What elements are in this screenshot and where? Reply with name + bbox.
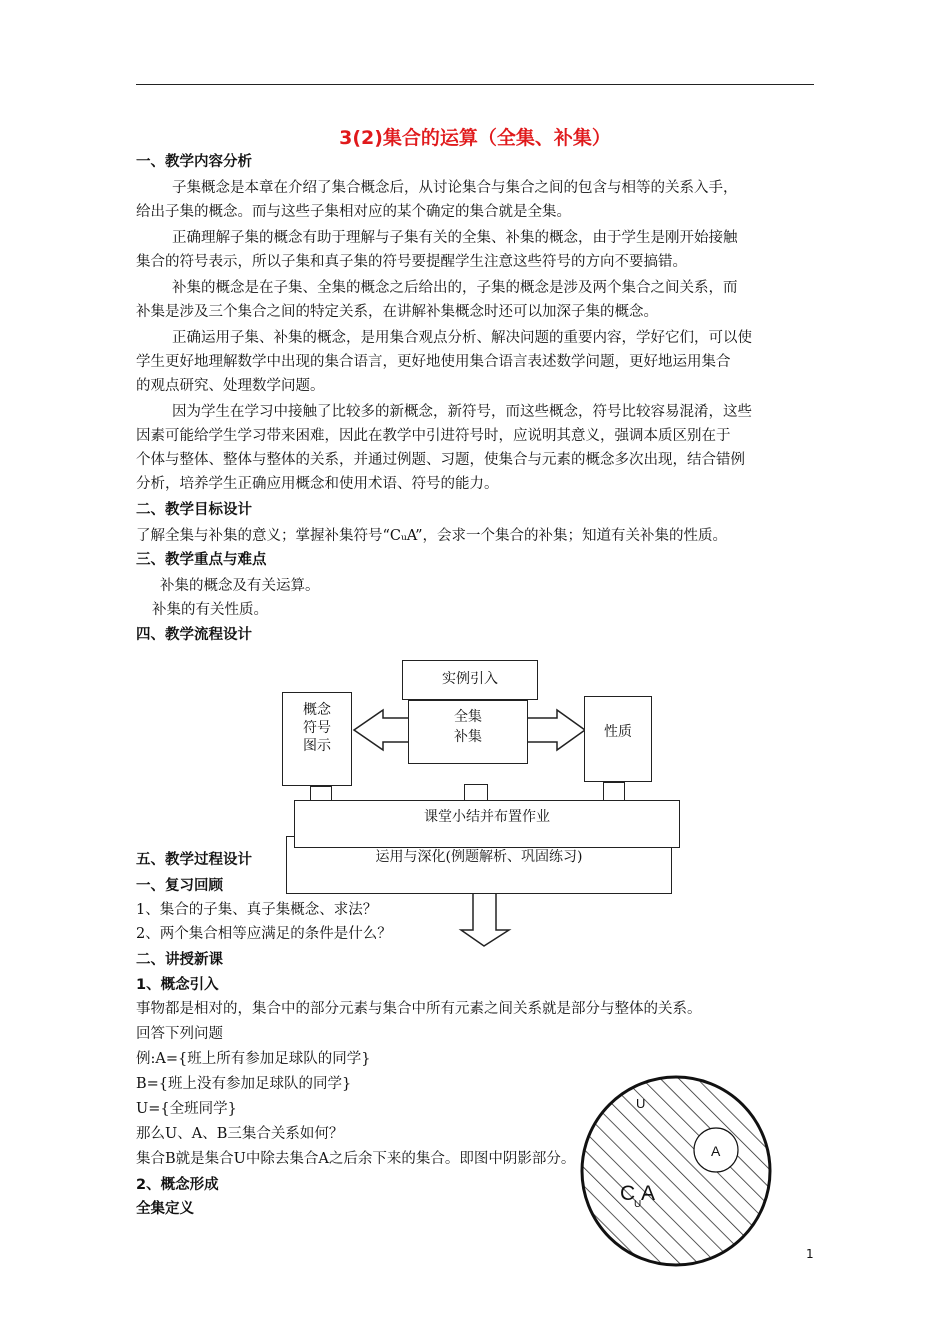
example-question: 那么U、A、B三集合关系如何？ xyxy=(136,1126,344,1142)
label-complement-c: C xyxy=(620,1182,636,1205)
lecture-paragraph: 回答下列问题 xyxy=(136,1026,223,1042)
flow-box-summary xyxy=(294,800,680,848)
flow-box-property xyxy=(584,696,652,782)
lecture-heading: 二、讲授新课 xyxy=(136,952,223,968)
label-complement-a: A xyxy=(641,1182,656,1205)
flow-box-intro xyxy=(402,660,538,700)
lecture-sub-heading: 2、概念形成 xyxy=(136,1177,219,1193)
section-5-heading: 五、教学过程设计 xyxy=(136,852,252,868)
lecture-sub-heading: 1、概念引入 xyxy=(136,977,219,993)
lecture-sub-heading: 全集定义 xyxy=(136,1201,194,1217)
paragraph-line: 补集是涉及三个集合之间的特定关系，在讲解补集概念时还可以加深子集的概念。 xyxy=(136,304,658,320)
flow-box-concept xyxy=(282,692,352,786)
label-complement-sub: U xyxy=(634,1199,642,1210)
example-line: U={全班同学} xyxy=(136,1101,237,1117)
section-1-heading: 一、教学内容分析 xyxy=(136,154,252,170)
label-u: U xyxy=(636,1096,646,1111)
paragraph-line: 学生更好地理解数学中出现的集合语言，更好地使用集合语言表述数学问题，更好地运用集合 xyxy=(136,354,731,370)
paragraph-line: 因为学生在学习中接触了比较多的新概念，新符号，而这些概念，符号比较容易混淆，这些 xyxy=(172,404,752,420)
label-a: A xyxy=(711,1143,721,1159)
example-answer: 集合B就是集合U中除去集合A之后余下来的集合。即图中阴影部分。 xyxy=(136,1151,576,1167)
flow-box-concept-line: 符号 xyxy=(303,720,331,736)
review-question: 1、集合的子集、真子集概念、求法？ xyxy=(136,902,378,918)
flow-box-intro-label: 实例引入 xyxy=(442,671,498,687)
flow-box-concept-line: 图示 xyxy=(303,738,331,754)
paragraph-line: 正确理解子集的概念有助于理解与子集有关的全集、补集的概念，由于学生是刚开始接触 xyxy=(172,230,738,246)
down-arrow xyxy=(461,893,509,946)
section-2-heading: 二、教学目标设计 xyxy=(136,502,252,518)
flow-box-property-label: 性质 xyxy=(604,724,632,740)
page-number: 1 xyxy=(806,1247,814,1261)
paragraph-line: 分析，培养学生正确应用概念和使用术语、符号的能力。 xyxy=(136,476,499,492)
section-4-heading: 四、教学流程设计 xyxy=(136,627,252,643)
flow-box-center xyxy=(408,700,528,764)
paragraph-line: 子集概念是本章在介绍了集合概念后，从讨论集合与集合之间的包含与相等的关系入手， xyxy=(172,180,738,196)
paragraph-line: 集合的符号表示，所以子集和真子集的符号要提醒学生注意这些符号的方向不要搞错。 xyxy=(136,254,687,270)
review-question: 2、两个集合相等应满足的条件是什么？ xyxy=(136,926,392,942)
paragraph-line: 的观点研究、处理数学问题。 xyxy=(136,378,325,394)
flow-box-practice-label: 运用与深化(例题解析、巩固练习) xyxy=(375,849,583,865)
flow-box-center-line: 补集 xyxy=(454,729,482,745)
flow-box-concept-line: 概念 xyxy=(303,702,331,718)
flow-box-summary-label: 课堂小结并布置作业 xyxy=(424,809,550,825)
venn-diagram xyxy=(570,1044,800,1284)
key-point-line: 补集的概念及有关运算。 xyxy=(160,578,320,594)
flow-box-center-line: 全集 xyxy=(454,709,482,725)
connector xyxy=(603,782,625,802)
paragraph-line: 补集的概念是在子集、全集的概念之后给出的，子集的概念是涉及两个集合之间关系，而 xyxy=(172,280,738,296)
example-line: B={班上没有参加足球队的同学} xyxy=(136,1076,352,1092)
paragraph-line: 个体与整体、整体与整体的关系，并通过例题、习题，使集合与元素的概念多次出现，结合错例 xyxy=(136,452,745,468)
universal-set-circle xyxy=(582,1077,770,1265)
example-line: 例:A={班上所有参加足球队的同学} xyxy=(136,1051,371,1067)
section-3-heading: 三、教学重点与难点 xyxy=(136,552,267,568)
paragraph-line: 因素可能给学生学习带来困难，因此在教学中引进符号时，应说明其意义，强调本质区别在于 xyxy=(136,428,731,444)
page-title: 3(2)集合的运算（全集、补集） xyxy=(339,127,611,149)
review-heading: 一、复习回顾 xyxy=(136,878,223,894)
objective-text: 了解全集与补集的意义；掌握补集符号“CᵤA”，会求一个集合的补集；知道有关补集的性质。 xyxy=(136,528,728,544)
key-point-line: 补集的有关性质。 xyxy=(152,602,268,618)
lecture-paragraph: 事物都是相对的，集合中的部分元素与集合中所有元素之间关系就是部分与整体的关系。 xyxy=(136,1001,702,1017)
paragraph-line: 给出子集的概念。而与这些子集相对应的某个确定的集合就是全集。 xyxy=(136,204,571,220)
paragraph-line: 正确运用子集、补集的概念，是用集合观点分析、解决问题的重要内容，学好它们，可以使 xyxy=(172,330,752,346)
